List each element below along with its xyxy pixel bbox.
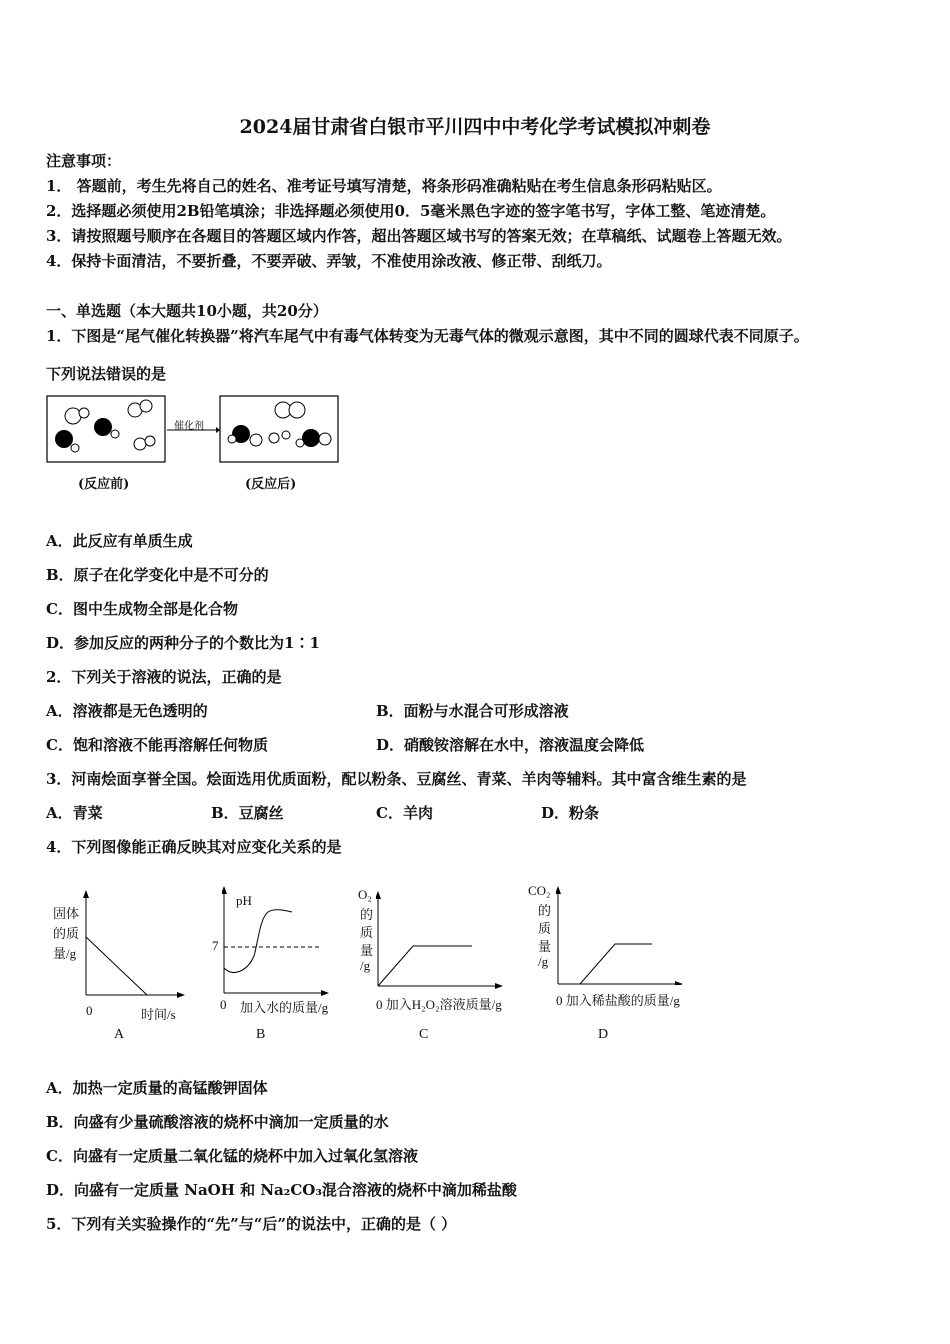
- graph-d-ylabel-3: 质: [538, 921, 552, 936]
- q1-option-c: C．图中生成物全部是化合物: [46, 600, 238, 618]
- q1-stem-2: 下列说法错误的是: [46, 365, 167, 383]
- q1-stem: 1．下图是“尾气催化转换器”将汽车尾气中有毒气体转变为无毒气体的微观示意图，其中不同的圆球代表不同原子。: [46, 327, 809, 345]
- graph-a-xlabel: 时间/s: [141, 1007, 176, 1022]
- notice-item-1: 1． 答题前，考生先将自己的姓名、准考证号填写清楚，将条形码准确粘贴在考生信息条形码粘贴区。: [46, 177, 722, 195]
- graph-c-ylabel-5: /g: [360, 958, 371, 973]
- q2-option-d: D．硝酸铵溶解在水中，溶液温度会降低: [376, 736, 645, 754]
- graph-a-ylabel-1: 固体: [53, 906, 80, 921]
- graph-b-label: B: [256, 1027, 266, 1042]
- graph-d-ylabel-2: 的: [538, 903, 552, 918]
- q5-stem: 5．下列有关实验操作的“先”与“后”的说法中，正确的是（ ）: [46, 1215, 457, 1233]
- q2-option-b: B．面粉与水混合可形成溶液: [376, 702, 569, 720]
- q4-option-c: C．向盛有一定质量二氧化锰的烧杯中加入过氧化氢溶液: [46, 1147, 418, 1165]
- q1-option-a: A．此反应有单质生成: [46, 532, 193, 550]
- graph-b-ylabel: pH: [236, 893, 252, 908]
- graph-d: [556, 885, 686, 985]
- graph-d-label: D: [598, 1027, 609, 1042]
- graph-d-xlabel: 0 加入稀盐酸的质量/g: [556, 993, 680, 1008]
- graph-a-label: A: [114, 1027, 125, 1042]
- graph-a-ylabel-2: 的质: [53, 926, 80, 941]
- q4-option-b: B．向盛有少量硫酸溶液的烧杯中滴加一定质量的水: [46, 1113, 389, 1131]
- graph-d-ylabel-5: /g: [538, 954, 549, 969]
- graph-a-ylabel-3: 量/g: [53, 946, 77, 961]
- notice-item-2: 2．选择题必须使用2B铅笔填涂；非选择题必须使用0．5毫米黑色字迹的签字笔书写，字体工整、笔迹清楚。: [46, 202, 776, 220]
- notice-item-3: 3．请按照题号顺序在各题目的答题区域内作答，超出答题区域书写的答案无效；在草稿纸、试题卷上答题无效。: [46, 227, 792, 245]
- q3-stem: 3．河南烩面享誉全国。烩面选用优质面粉，配以粉条、豆腐丝、青菜、羊肉等辅料。其中富含维生素的是: [46, 770, 747, 788]
- q3-option-a: A．青菜: [46, 804, 103, 822]
- graph-b-seven: 7: [212, 938, 219, 953]
- graph-c-ylabel-2: 的: [360, 907, 374, 922]
- before-caption: (反应前): [78, 477, 130, 492]
- graph-a-line: [86, 937, 147, 995]
- graph-a: [80, 890, 190, 1000]
- q2-option-a: A．溶液都是无色透明的: [46, 702, 208, 720]
- graph-d-line: [558, 944, 652, 984]
- graph-b-origin: 0: [220, 997, 227, 1012]
- graph-c-label: C: [419, 1027, 429, 1042]
- graph-c-line: [378, 946, 472, 986]
- notice-item-4: 4．保持卡面清洁，不要折叠，不要弄破、弄皱，不准使用涂改液、修正带、刮纸刀。: [46, 252, 612, 270]
- q4-stem: 4．下列图像能正确反映其对应变化关系的是: [46, 838, 342, 856]
- graph-c-ylabel-4: 量: [360, 943, 374, 958]
- q3-option-d: D．粉条: [541, 804, 600, 822]
- graph-a-origin: 0: [86, 1003, 93, 1018]
- catalyst-label: 催化剂: [174, 421, 204, 432]
- graph-d-ylabel-4: 量: [538, 939, 552, 954]
- q4-option-a: A．加热一定质量的高锰酸钾固体: [46, 1079, 268, 1097]
- graph-d-ylabel-1: CO₂: [528, 883, 551, 898]
- graph-c: [376, 890, 506, 990]
- q1-option-b: B．原子在化学变化中是不可分的: [46, 566, 269, 584]
- q3-option-b: B．豆腐丝: [211, 804, 284, 822]
- q4-option-d: D．向盛有一定质量 NaOH 和 Na₂CO₃混合溶液的烧杯中滴加稀盐酸: [46, 1181, 517, 1199]
- graph-c-ylabel-1: O₂: [358, 887, 372, 902]
- notice-heading: 注意事项：: [46, 152, 122, 170]
- graph-c-xlabel: 0 加入H₂O₂溶液质量/g: [376, 997, 502, 1012]
- after-caption: (反应后): [245, 477, 297, 492]
- graph-b-xlabel: 加入水的质量/g: [240, 1000, 329, 1015]
- graph-b-curve: [224, 910, 292, 973]
- q3-option-c: C．羊肉: [376, 804, 433, 822]
- graph-c-ylabel-3: 质: [360, 925, 374, 940]
- page-title: 2024届甘肃省白银市平川四中中考化学考试模拟冲刺卷: [239, 116, 711, 138]
- q2-stem: 2．下列关于溶液的说法，正确的是: [46, 668, 282, 686]
- section-heading: 一、单选题（本大题共10小题，共20分）: [46, 302, 328, 320]
- q2-option-c: C．饱和溶液不能再溶解任何物质: [46, 736, 268, 754]
- q1-option-d: D．参加反应的两种分子的个数比为1∶1: [46, 634, 320, 652]
